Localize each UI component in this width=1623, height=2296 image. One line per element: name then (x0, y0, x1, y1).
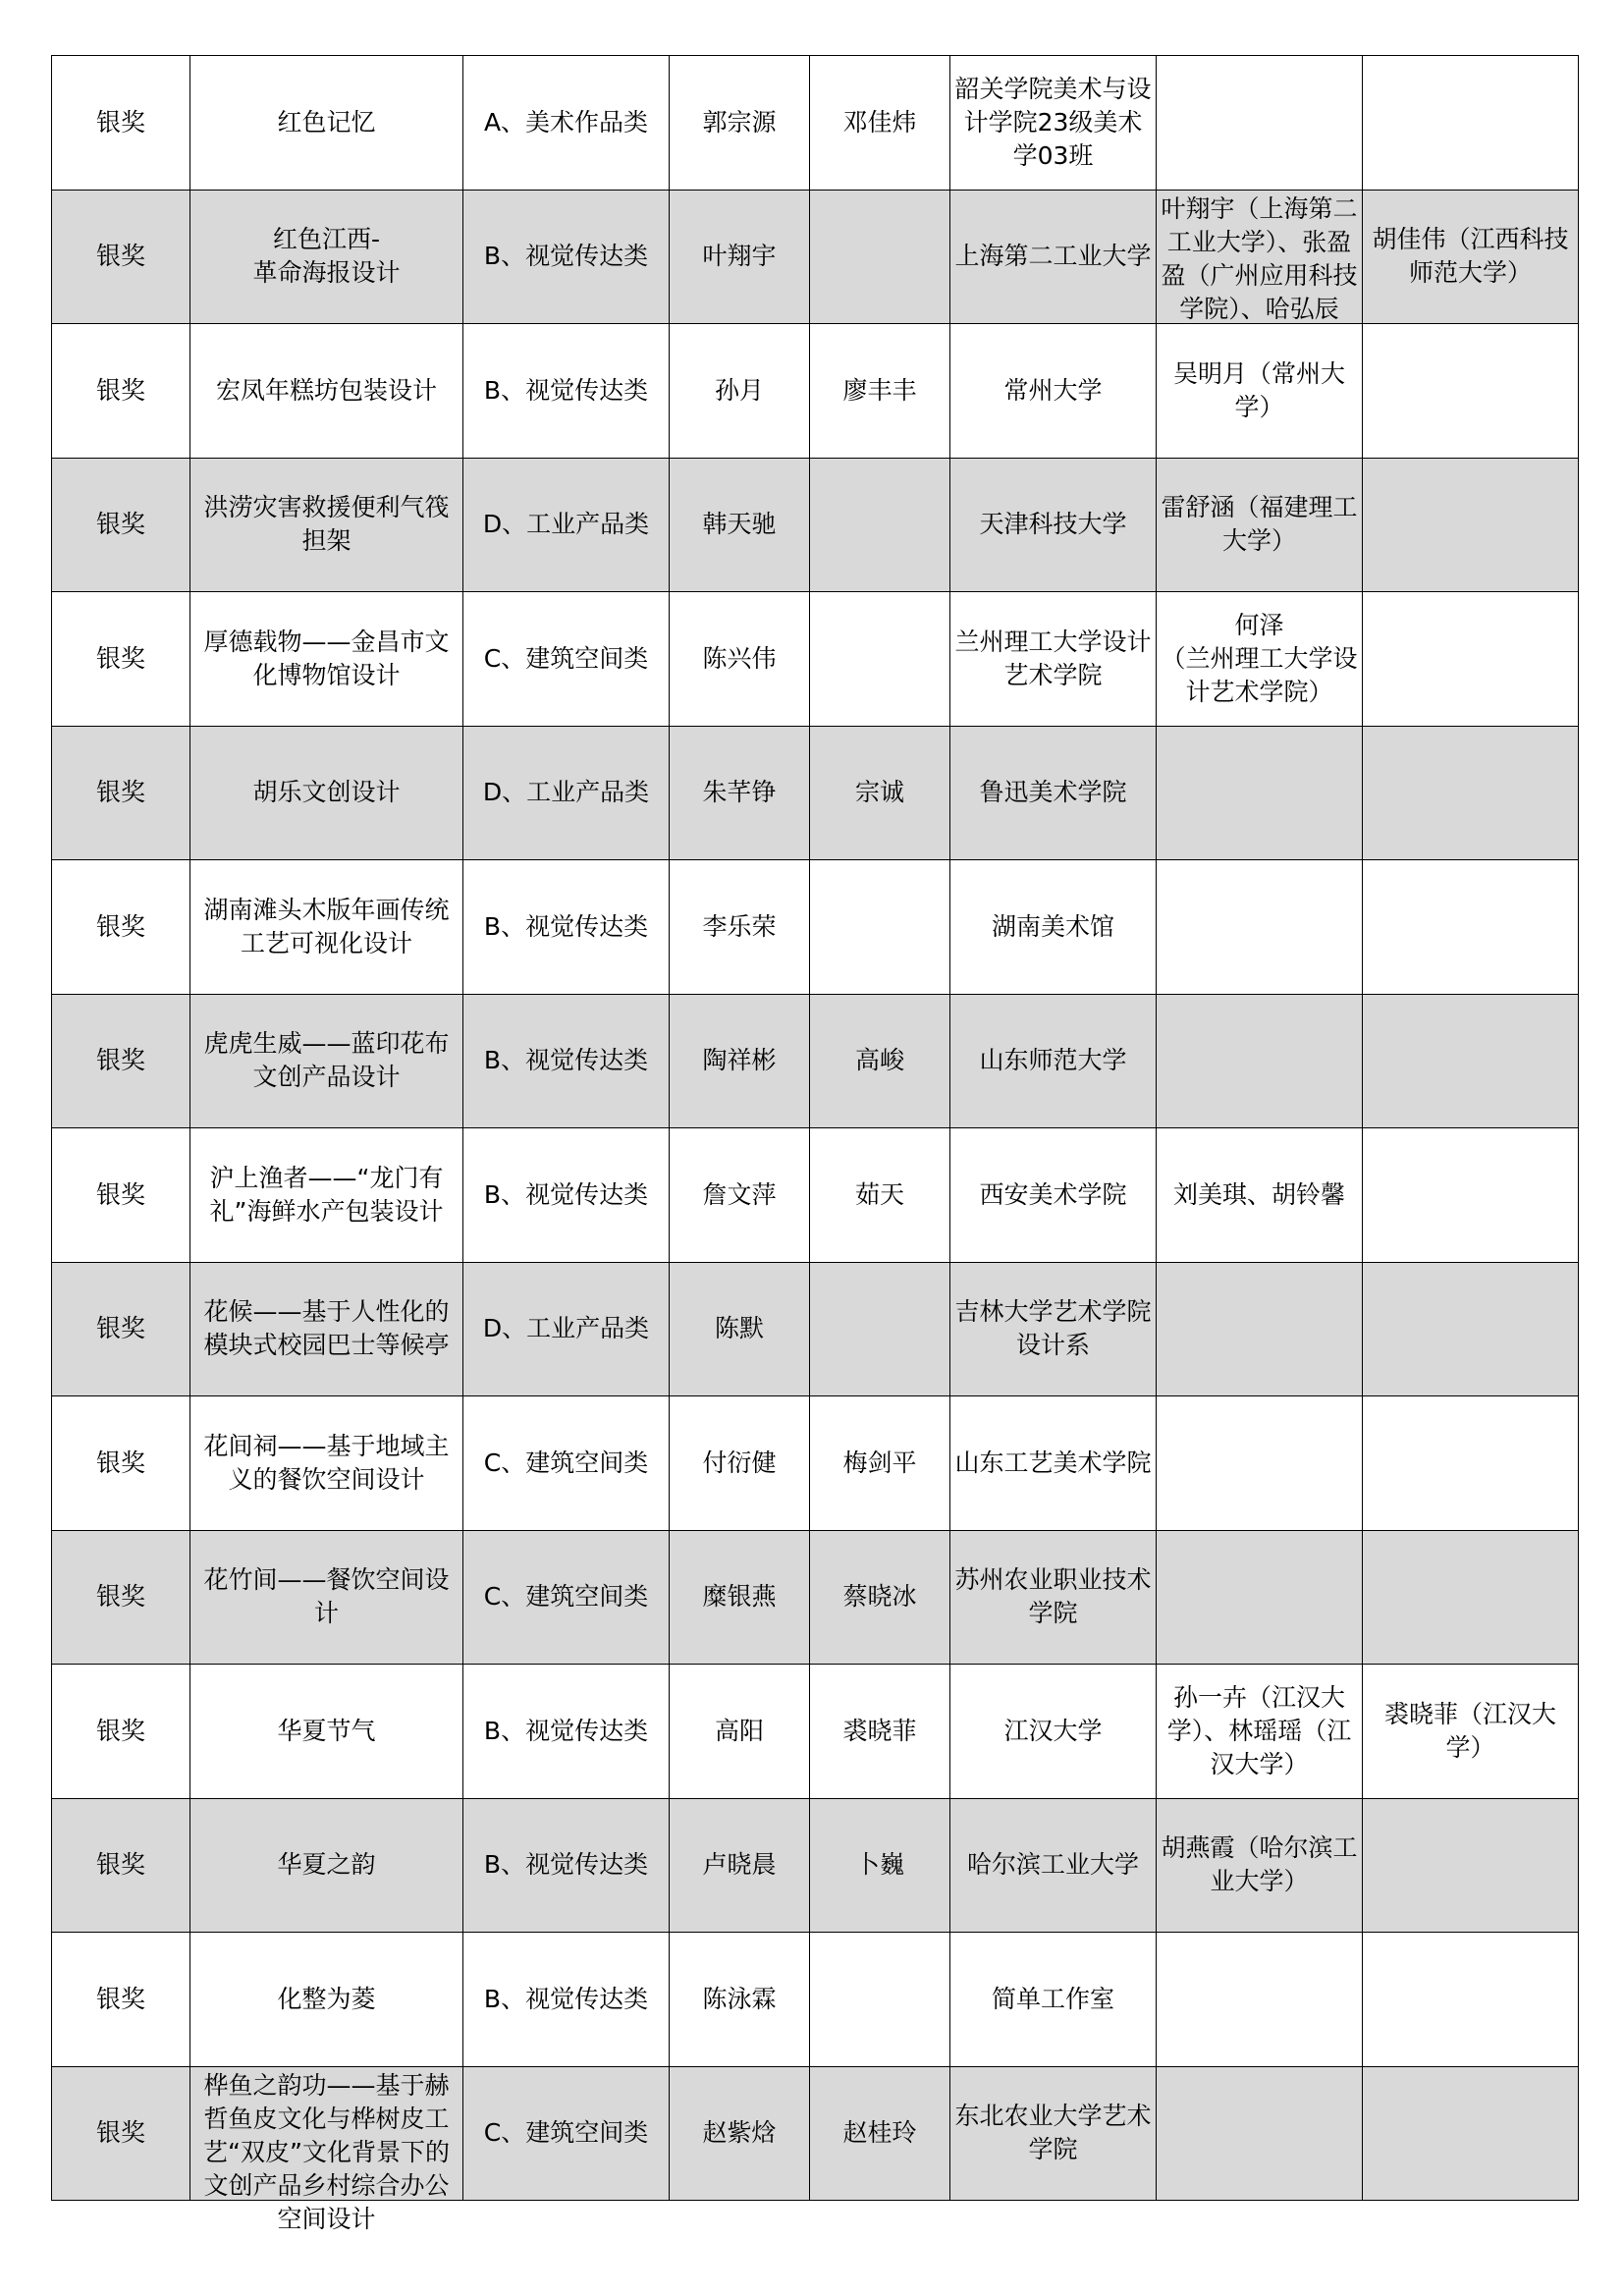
author-cell-text: 付衍健 (702, 1448, 777, 1477)
category-cell (463, 324, 670, 459)
other-cell (1363, 1665, 1579, 1799)
advisor-cell-text: 梅剑平 (842, 1448, 917, 1477)
table-row (52, 56, 1579, 191)
members-cell (1157, 1262, 1363, 1396)
author-cell-text: 陈泳霖 (702, 1984, 777, 2013)
title-cell-text: 厚德载物——金昌市文化博物馆设计 (203, 627, 450, 689)
members-cell-text: 何泽 （兰州理工大学设计艺术学院） (1161, 610, 1358, 706)
author-cell (670, 458, 810, 592)
category-cell-text: C、建筑空间类 (483, 1448, 649, 1477)
author-cell (670, 190, 810, 324)
members-cell (1157, 726, 1363, 860)
category-cell (463, 994, 670, 1128)
other-cell-text: 胡佳伟（江西科技师范大学） (1372, 225, 1569, 288)
unit-cell (950, 1665, 1157, 1799)
members-cell (1157, 994, 1363, 1128)
award-cell (52, 1933, 190, 2067)
other-cell (1363, 2066, 1579, 2201)
award-cell-text: 银奖 (95, 1314, 145, 1343)
title-cell (190, 324, 463, 459)
author-cell (670, 2066, 810, 2201)
unit-cell-text: 韶关学院美术与设计学院23级美术学03班 (954, 74, 1152, 170)
members-cell (1157, 1798, 1363, 1933)
award-cell-text: 银奖 (95, 1984, 145, 2013)
other-cell (1363, 1798, 1579, 1933)
advisor-cell (810, 860, 950, 995)
title-cell (190, 1396, 463, 1531)
other-cell (1363, 56, 1579, 191)
award-cell-text: 银奖 (95, 911, 145, 941)
category-cell (463, 592, 670, 727)
table-row (52, 860, 1579, 995)
title-cell (190, 1128, 463, 1263)
author-cell (670, 1128, 810, 1263)
advisor-cell (810, 1798, 950, 1933)
category-cell (463, 56, 670, 191)
title-cell (190, 2066, 463, 2234)
unit-cell (950, 56, 1157, 191)
unit-cell (950, 1262, 1157, 1396)
table-row (52, 190, 1579, 324)
title-cell (190, 860, 463, 995)
other-cell (1363, 1933, 1579, 2067)
category-cell-text: B、视觉传达类 (483, 375, 649, 405)
title-cell (190, 190, 463, 324)
members-cell-text: 雷舒涵（福建理工大学） (1161, 493, 1358, 556)
author-cell-text: 卢晓晨 (702, 1850, 777, 1880)
unit-cell-text: 简单工作室 (991, 1984, 1114, 2013)
title-cell (190, 1665, 463, 1799)
advisor-cell-text: 邓佳炜 (842, 107, 917, 137)
category-cell (463, 1262, 670, 1396)
members-cell (1157, 1128, 1363, 1263)
advisor-cell (810, 1396, 950, 1531)
unit-cell (950, 726, 1157, 860)
title-cell-text: 花候——基于人性化的模块式校园巴士等候亭 (203, 1297, 450, 1360)
title-cell-text: 花竹间——餐饮空间设计 (203, 1565, 450, 1628)
table-row (52, 1530, 1579, 1665)
advisor-cell-text: 赵桂玲 (842, 2118, 917, 2148)
title-cell-text: 红色记忆 (277, 107, 376, 137)
award-cell (52, 860, 190, 995)
table-row (52, 2066, 1579, 2201)
members-cell-text: 叶翔宇（上海第二工业大学）、张盈盈（广州应用科技学院）、哈弘辰 (1161, 194, 1358, 324)
award-cell-text: 银奖 (95, 2118, 145, 2148)
award-cell-text: 银奖 (95, 1179, 145, 1209)
unit-cell-text: 常州大学 (1003, 375, 1103, 405)
author-cell-text: 高阳 (714, 1716, 764, 1745)
category-cell (463, 1798, 670, 1933)
category-cell (463, 1933, 670, 2067)
category-cell (463, 2066, 670, 2201)
title-cell (190, 1798, 463, 1933)
title-cell-text: 化整为菱 (277, 1984, 376, 2013)
unit-cell-text: 兰州理工大学设计艺术学院 (954, 627, 1152, 689)
award-cell (52, 458, 190, 592)
members-cell (1157, 1396, 1363, 1531)
table-row (52, 1396, 1579, 1531)
category-cell (463, 860, 670, 995)
members-cell (1157, 1665, 1363, 1799)
award-cell (52, 1798, 190, 1933)
table-row (52, 1798, 1579, 1933)
advisor-cell (810, 1933, 950, 2067)
unit-cell-text: 山东师范大学 (979, 1046, 1127, 1075)
award-cell (52, 1665, 190, 1799)
title-cell (190, 56, 463, 191)
award-cell-text: 银奖 (95, 1448, 145, 1477)
author-cell-text: 糜银燕 (702, 1582, 777, 1612)
award-cell-text: 银奖 (95, 778, 145, 807)
advisor-cell (810, 726, 950, 860)
author-cell-text: 郭宗源 (702, 107, 777, 137)
advisor-cell-text: 茹天 (854, 1179, 904, 1209)
other-cell (1363, 726, 1579, 860)
award-cell (52, 1262, 190, 1396)
advisor-cell (810, 994, 950, 1128)
title-cell-text: 洪涝灾害救援便利气筏担架 (203, 493, 450, 556)
category-cell-text: B、视觉传达类 (483, 911, 649, 941)
unit-cell (950, 324, 1157, 459)
unit-cell-text: 哈尔滨工业大学 (966, 1850, 1139, 1880)
advisor-cell-text: 高峻 (854, 1046, 904, 1075)
advisor-cell (810, 1665, 950, 1799)
members-cell (1157, 190, 1363, 324)
category-cell (463, 1128, 670, 1263)
category-cell-text: B、视觉传达类 (483, 1850, 649, 1880)
advisor-cell (810, 190, 950, 324)
author-cell-text: 李乐荣 (702, 911, 777, 941)
author-cell (670, 56, 810, 191)
award-cell (52, 190, 190, 324)
unit-cell (950, 860, 1157, 995)
unit-cell-text: 湖南美术馆 (991, 911, 1114, 941)
table-row (52, 1128, 1579, 1263)
advisor-cell-text: 蔡晓冰 (842, 1582, 917, 1612)
members-cell-text: 孙一卉（江汉大学）、林瑶瑶（江汉大学） (1166, 1682, 1352, 1778)
author-cell (670, 592, 810, 727)
unit-cell (950, 1530, 1157, 1665)
other-cell (1363, 994, 1579, 1128)
category-cell (463, 1396, 670, 1531)
category-cell (463, 190, 670, 324)
members-cell-text: 胡燕霞（哈尔滨工业大学） (1161, 1833, 1358, 1896)
award-cell (52, 1128, 190, 1263)
advisor-cell-text: 廖丰丰 (842, 375, 917, 405)
category-cell-text: B、视觉传达类 (483, 1046, 649, 1075)
title-cell (190, 458, 463, 592)
author-cell (670, 1798, 810, 1933)
unit-cell-text: 苏州农业职业技术学院 (954, 1565, 1152, 1628)
award-cell-text: 银奖 (95, 107, 145, 137)
unit-cell (950, 1798, 1157, 1933)
award-cell-text: 银奖 (95, 1046, 145, 1075)
award-cell (52, 1530, 190, 1665)
table-row (52, 1665, 1579, 1799)
title-cell-text: 胡乐文创设计 (252, 778, 401, 807)
author-cell-text: 叶翔宇 (702, 242, 777, 271)
members-cell (1157, 2066, 1363, 2201)
advisor-cell (810, 56, 950, 191)
author-cell (670, 1665, 810, 1799)
table-row (52, 324, 1579, 459)
author-cell-text: 陈默 (714, 1314, 764, 1343)
unit-cell-text: 吉林大学艺术学院设计系 (954, 1297, 1152, 1360)
members-cell (1157, 324, 1363, 459)
members-cell-text: 刘美琪、胡铃馨 (1172, 1179, 1345, 1209)
title-cell (190, 726, 463, 860)
award-cell (52, 1396, 190, 1531)
title-cell-text: 花间祠——基于地域主义的餐饮空间设计 (203, 1431, 450, 1494)
title-cell (190, 994, 463, 1128)
author-cell (670, 324, 810, 459)
author-cell-text: 赵紫焓 (702, 2118, 777, 2148)
author-cell-text: 韩天驰 (702, 510, 777, 539)
members-cell (1157, 860, 1363, 995)
members-cell (1157, 592, 1363, 727)
advisor-cell (810, 324, 950, 459)
members-cell-text: 吴明月（常州大学） (1172, 358, 1345, 421)
author-cell (670, 726, 810, 860)
award-cell-text: 银奖 (95, 510, 145, 539)
title-cell-text: 湖南滩头木版年画传统工艺可视化设计 (203, 895, 450, 957)
award-cell-text: 银奖 (95, 242, 145, 271)
title-cell (190, 1262, 463, 1396)
category-cell-text: B、视觉传达类 (483, 242, 649, 271)
advisor-cell (810, 1530, 950, 1665)
title-cell-text: 红色江西- 革命海报设计 (252, 225, 401, 288)
advisor-cell (810, 592, 950, 727)
category-cell-text: C、建筑空间类 (483, 643, 649, 673)
other-cell (1363, 860, 1579, 995)
author-cell (670, 1262, 810, 1396)
other-cell (1363, 190, 1579, 324)
table-row (52, 592, 1579, 727)
unit-cell-text: 山东工艺美术学院 (954, 1448, 1152, 1477)
members-cell (1157, 458, 1363, 592)
author-cell (670, 994, 810, 1128)
unit-cell (950, 1128, 1157, 1263)
title-cell-text: 沪上渔者——“龙门有礼”海鲜水产包装设计 (209, 1163, 444, 1226)
title-cell (190, 1530, 463, 1665)
advisor-cell-text: 宗诚 (854, 778, 904, 807)
award-cell-text: 银奖 (95, 643, 145, 673)
other-cell-text: 裘晓菲（江汉大学） (1383, 1699, 1556, 1762)
category-cell-text: D、工业产品类 (482, 778, 650, 807)
author-cell (670, 860, 810, 995)
advisor-cell (810, 2066, 950, 2201)
title-cell-text: 桦鱼之韵功——基于赫哲鱼皮文化与桦树皮工艺“双皮”文化背景下的文创产品乡村综合办公空间设计 (203, 2071, 450, 2234)
unit-cell (950, 1396, 1157, 1531)
title-cell (190, 592, 463, 727)
author-cell-text: 孙月 (714, 375, 764, 405)
award-cell-text: 银奖 (95, 375, 145, 405)
category-cell-text: A、美术作品类 (483, 107, 649, 137)
category-cell-text: C、建筑空间类 (483, 1582, 649, 1612)
award-cell (52, 726, 190, 860)
author-cell (670, 1396, 810, 1531)
category-cell (463, 458, 670, 592)
table-body (52, 56, 1579, 2234)
unit-cell-text: 西安美术学院 (979, 1179, 1127, 1209)
unit-cell (950, 2066, 1157, 2201)
author-cell (670, 1530, 810, 1665)
advisor-cell-text: 裘晓菲 (842, 1716, 917, 1745)
unit-cell-text: 鲁迅美术学院 (979, 778, 1127, 807)
advisor-cell-text: 卜巍 (854, 1850, 904, 1880)
author-cell-text: 朱芊铮 (702, 778, 777, 807)
category-cell-text: C、建筑空间类 (483, 2118, 649, 2148)
category-cell (463, 1665, 670, 1799)
members-cell (1157, 1530, 1363, 1665)
table-row (52, 726, 1579, 860)
author-cell-text: 陈兴伟 (702, 643, 777, 673)
advisor-cell (810, 1128, 950, 1263)
advisor-cell (810, 458, 950, 592)
other-cell (1363, 1262, 1579, 1396)
award-cell-text: 银奖 (95, 1582, 145, 1612)
title-cell (190, 1933, 463, 2067)
unit-cell-text: 上海第二工业大学 (954, 242, 1152, 271)
awards-table (51, 55, 1579, 2234)
award-cell (52, 2066, 190, 2201)
author-cell-text: 詹文萍 (702, 1179, 777, 1209)
unit-cell-text: 天津科技大学 (979, 510, 1127, 539)
category-cell-text: D、工业产品类 (482, 510, 650, 539)
category-cell-text: B、视觉传达类 (483, 1984, 649, 2013)
table-row (52, 1262, 1579, 1396)
category-cell (463, 726, 670, 860)
category-cell-text: B、视觉传达类 (483, 1179, 649, 1209)
category-cell-text: D、工业产品类 (482, 1314, 650, 1343)
category-cell (463, 1530, 670, 1665)
title-cell-text: 宏凤年糕坊包装设计 (215, 375, 437, 405)
award-cell (52, 324, 190, 459)
unit-cell (950, 592, 1157, 727)
table-row (52, 994, 1579, 1128)
unit-cell-text: 江汉大学 (1003, 1716, 1103, 1745)
other-cell (1363, 1530, 1579, 1665)
title-cell-text: 虎虎生威——蓝印花布文创产品设计 (203, 1029, 450, 1092)
other-cell (1363, 592, 1579, 727)
category-cell-text: B、视觉传达类 (483, 1716, 649, 1745)
award-cell (52, 994, 190, 1128)
unit-cell (950, 1933, 1157, 2067)
title-cell-text: 华夏节气 (277, 1716, 376, 1745)
unit-cell-text: 东北农业大学艺术学院 (954, 2102, 1152, 2164)
other-cell (1363, 458, 1579, 592)
unit-cell (950, 994, 1157, 1128)
members-cell (1157, 56, 1363, 191)
award-cell-text: 银奖 (95, 1716, 145, 1745)
title-cell-text: 华夏之韵 (277, 1850, 376, 1880)
award-cell-text: 银奖 (95, 1850, 145, 1880)
table-row (52, 1933, 1579, 2067)
advisor-cell (810, 1262, 950, 1396)
award-cell (52, 56, 190, 191)
other-cell (1363, 324, 1579, 459)
other-cell (1363, 1396, 1579, 1531)
author-cell (670, 1933, 810, 2067)
members-cell (1157, 1933, 1363, 2067)
unit-cell (950, 190, 1157, 324)
unit-cell (950, 458, 1157, 592)
award-cell (52, 592, 190, 727)
table-row (52, 458, 1579, 592)
author-cell-text: 陶祥彬 (702, 1046, 777, 1075)
other-cell (1363, 1128, 1579, 1263)
